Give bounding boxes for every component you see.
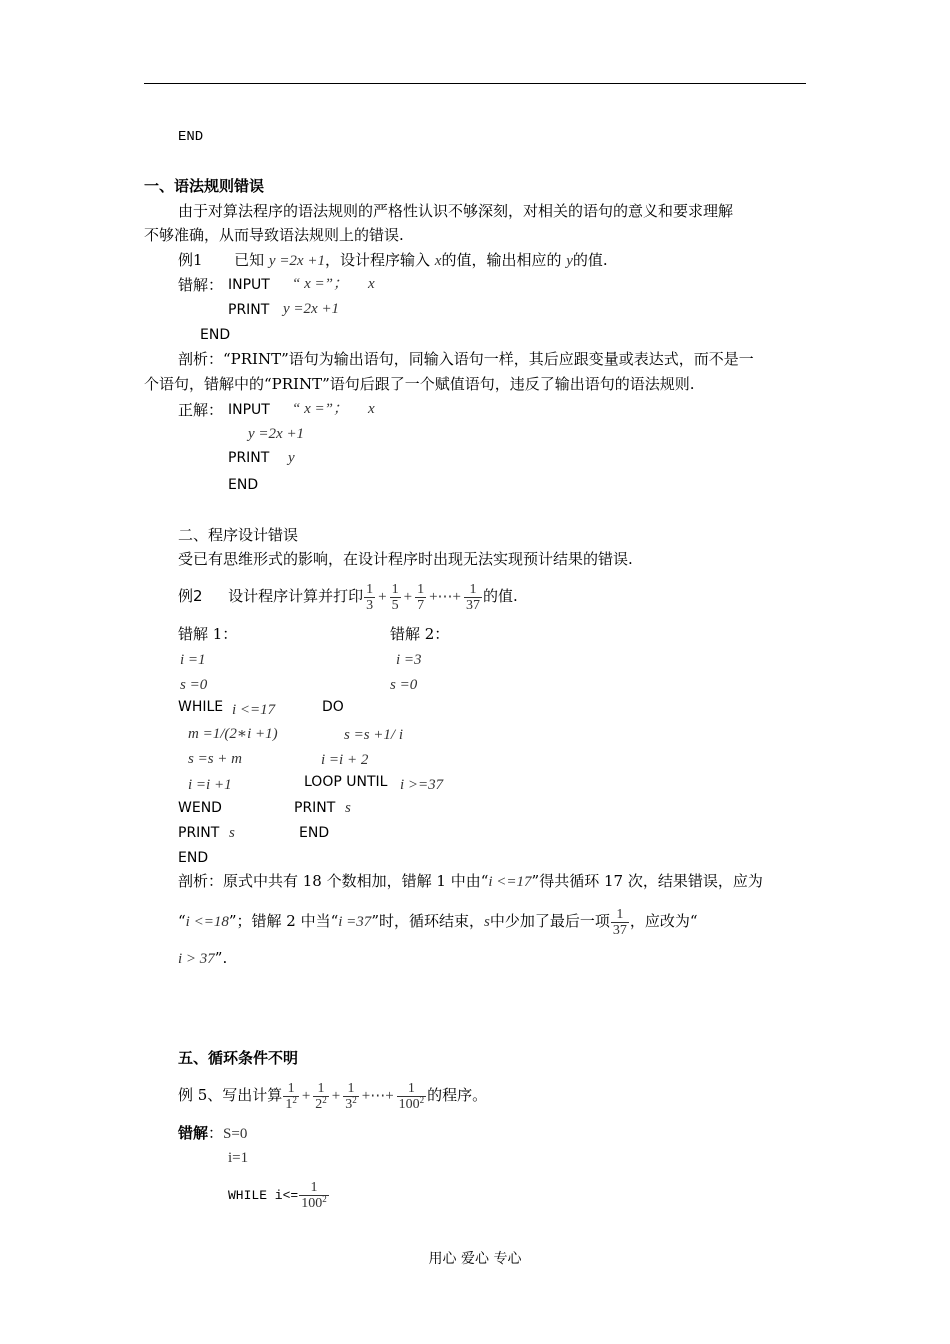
- example2: [178, 576, 518, 617]
- example2-ellipsis: +⋯+: [429, 589, 461, 605]
- analysis2-cond2: i <=18: [185, 914, 229, 930]
- w1-end-keyword: END: [178, 850, 209, 866]
- analysis2-text-b: ”得共循环 17 次，结果错误，应为: [531, 872, 763, 890]
- section5-wrong-label: 错解: [178, 1124, 209, 1142]
- analysis2-text-f: 中少加了最后一项: [489, 912, 610, 930]
- example5-fraction-2-den: [313, 1094, 329, 1112]
- example5: [178, 1074, 487, 1117]
- analysis2-line3: [178, 948, 227, 969]
- example5-plus-2: +: [331, 1088, 341, 1104]
- analysis2-line2: [178, 901, 698, 942]
- wrong-input-keyword: INPUT: [228, 277, 270, 293]
- example5-ellipsis: +⋯+: [361, 1088, 394, 1104]
- analysis2-cond3: i =37: [338, 914, 372, 930]
- correct-print-keyword: PRINT: [228, 450, 270, 466]
- analysis2-line1: [178, 871, 763, 892]
- wrong-solution-label: 错解：: [178, 276, 224, 294]
- correct-print-var: y: [288, 450, 295, 466]
- section5-while-keyword: WHILE i<=: [228, 1188, 299, 1203]
- section5-i-init: i=1: [228, 1150, 249, 1166]
- example2-label: 例2: [178, 587, 203, 605]
- example2-fraction-4-num: 1: [464, 582, 482, 598]
- correct-assignment: y =2x +1: [248, 426, 305, 442]
- example5-fraction-2-exp: 2: [322, 1094, 327, 1105]
- example5-fraction-2: [313, 1081, 329, 1112]
- example2-fraction-2-num: 1: [391, 581, 399, 597]
- example2-fraction-2: [390, 582, 401, 613]
- example5-fraction-4-den: [397, 1094, 427, 1112]
- section5-wrong-colon: ：: [208, 1124, 224, 1142]
- section5-s-init: S=0: [223, 1126, 248, 1142]
- example5-fraction-3-den: [343, 1094, 359, 1112]
- example5-fraction-3-base: 3: [345, 1096, 353, 1112]
- header-rule: [144, 83, 806, 84]
- example5-fraction-1: [283, 1081, 299, 1112]
- section5-while-fraction: [299, 1180, 329, 1211]
- section2-intro: 受已有思维形式的影响，在设计程序时出现无法实现预计结果的错误.: [178, 550, 633, 568]
- example5-fraction-3-exp: 2: [352, 1094, 357, 1105]
- wrong-input-prompt: “ x =”；: [292, 276, 348, 292]
- analysis2-text-d: ”；错解 2 中当“: [228, 912, 339, 930]
- analysis2-text-h: ”.: [214, 949, 228, 967]
- example5-fraction-3: [343, 1081, 359, 1112]
- wrong-solution-1-label: 错解 1：: [178, 625, 238, 643]
- section1-intro-line2: 不够准确，从而导致语法规则上的错误.: [144, 226, 404, 244]
- w1-print-keyword: PRINT: [178, 825, 220, 841]
- wrong-print-expression: y =2x +1: [283, 301, 340, 317]
- example1-text-d: 的值.: [572, 251, 608, 269]
- example5-fraction-4: [397, 1081, 427, 1112]
- analysis2-fraction-num: 1: [611, 907, 629, 923]
- section2-heading: 二、程序设计错误: [178, 526, 299, 544]
- example1-y: y: [566, 253, 573, 269]
- wrong-print-keyword: PRINT: [228, 302, 270, 318]
- example2-fraction-1-num: 1: [366, 581, 374, 597]
- example1-equation: y =2x +1: [268, 253, 325, 269]
- analysis2-s: s: [483, 914, 490, 930]
- example2-plus-1: +: [378, 589, 387, 605]
- example5-fraction-1-base: 1: [285, 1096, 293, 1112]
- example5-fraction-4-exp: 2: [419, 1094, 425, 1105]
- w2-loop-until-keyword: LOOP UNTIL: [304, 774, 388, 790]
- example2-fraction-4-den: 37: [465, 597, 480, 613]
- correct-solution-label: 正解：: [178, 401, 224, 419]
- wrong-end-keyword: END: [200, 327, 231, 343]
- top-end-keyword: END: [178, 129, 204, 145]
- analysis2-cond4: i > 37: [178, 951, 215, 967]
- w1-while-condition: i <=17: [232, 702, 276, 718]
- example5-fraction-4-num: 1: [397, 1081, 427, 1097]
- section5-while-line: [228, 1172, 330, 1218]
- analysis1-line2: 个语句，错解中的“PRINT”语句后跟了一个赋值语句，违反了输出语句的语法规则.: [144, 375, 695, 393]
- analysis2-text-g: ，应改为“: [629, 912, 698, 930]
- example2-text-a: 设计程序计算并打印: [228, 587, 364, 605]
- wrong-input-var: x: [368, 276, 375, 292]
- example2-text-b: 的值.: [482, 587, 518, 605]
- w2-do-keyword: DO: [322, 699, 344, 715]
- example2-fraction-4: [464, 582, 482, 613]
- example2-fraction-2-den: 5: [391, 597, 399, 613]
- correct-end-keyword: END: [228, 477, 259, 493]
- w1-while-keyword: WHILE: [178, 699, 224, 715]
- w2-i-assign: i =i + 2: [321, 752, 369, 768]
- section5-heading: 五、循环条件不明: [178, 1049, 299, 1067]
- example5-fraction-2-num: 1: [313, 1081, 329, 1097]
- w1-print-var: s: [229, 825, 235, 841]
- wrong-solution-2-label: 错解 2：: [390, 625, 450, 643]
- section5-while-fraction-den: [299, 1193, 329, 1211]
- w2-print-var: s: [345, 800, 351, 816]
- example1-text-b: ，设计程序输入: [324, 251, 430, 269]
- example2-fraction-3-den: 7: [417, 597, 425, 613]
- w1-i-assign: i =i +1: [188, 777, 232, 793]
- example5-text-b: 的程序。: [427, 1086, 488, 1104]
- w1-s-assign: s =s + m: [188, 751, 243, 767]
- analysis2-fraction: [611, 907, 629, 938]
- page-footer: 用心 爱心 专心: [428, 1251, 522, 1267]
- example1: [178, 250, 608, 271]
- example5-plus-1: +: [301, 1088, 311, 1104]
- example5-fraction-1-num: 1: [283, 1081, 299, 1097]
- w2-print-keyword: PRINT: [294, 800, 336, 816]
- correct-input-keyword: INPUT: [228, 402, 270, 418]
- example2-fraction-1-den: 3: [366, 597, 374, 613]
- section1-intro-line1: 由于对算法程序的语法规则的严格性认识不够深刻，对相关的语句的意义和要求理解: [178, 202, 734, 220]
- w2-until-condition: i >=37: [400, 777, 444, 793]
- correct-input-prompt: “ x =”；: [292, 401, 348, 417]
- analysis2-text-a: 剖析：原式中共有 18 个数相加，错解 1 中由“: [178, 872, 489, 890]
- example5-fraction-4-base: 100: [398, 1096, 420, 1112]
- section5-while-fraction-exp: 2: [322, 1193, 327, 1204]
- example5-fraction-2-base: 2: [315, 1096, 323, 1112]
- analysis2-cond1: i <=17: [488, 874, 532, 890]
- analysis2-text-c: “: [178, 912, 186, 930]
- analysis1-line1: 剖析：“PRINT”语句为输出语句，同输入语句一样，其后应跟变量或表达式，而不是一: [178, 350, 754, 368]
- example5-fraction-1-den: [283, 1094, 299, 1112]
- w2-init-i: i =3: [396, 652, 422, 668]
- correct-input-var: x: [368, 401, 375, 417]
- analysis2-text-e: ”时，循环结束，: [371, 912, 484, 930]
- w1-init-i: i =1: [180, 652, 206, 668]
- example1-x: x: [434, 253, 442, 269]
- example5-fraction-3-num: 1: [343, 1081, 359, 1097]
- example5-text-a: 例 5、写出计算: [178, 1086, 283, 1104]
- section5-wrong-line: [178, 1123, 247, 1144]
- example1-label: 例1: [178, 251, 203, 269]
- example2-fraction-1: [364, 582, 375, 613]
- example2-fraction-3-num: 1: [417, 581, 425, 597]
- example1-text-a: 已知: [234, 251, 265, 269]
- example2-fraction-3: [415, 582, 426, 613]
- section5-while-fraction-base: 100: [301, 1195, 323, 1211]
- w2-init-s: s =0: [390, 677, 418, 693]
- w1-wend-keyword: WEND: [178, 800, 222, 816]
- w1-init-s: s =0: [180, 677, 208, 693]
- example1-text-c: 的值，输出相应的: [441, 251, 562, 269]
- section5-while-fraction-num: 1: [299, 1180, 329, 1196]
- example5-fraction-1-exp: 2: [292, 1094, 297, 1105]
- section1-heading: 一、语法规则错误: [144, 177, 265, 195]
- w2-end-keyword: END: [299, 825, 330, 841]
- example2-plus-2: +: [403, 589, 413, 605]
- analysis2-fraction-den: 37: [612, 922, 627, 938]
- w2-s-assign: s =s +1/ i: [344, 727, 404, 743]
- w1-m-assign: m =1/(2∗i +1): [188, 726, 278, 742]
